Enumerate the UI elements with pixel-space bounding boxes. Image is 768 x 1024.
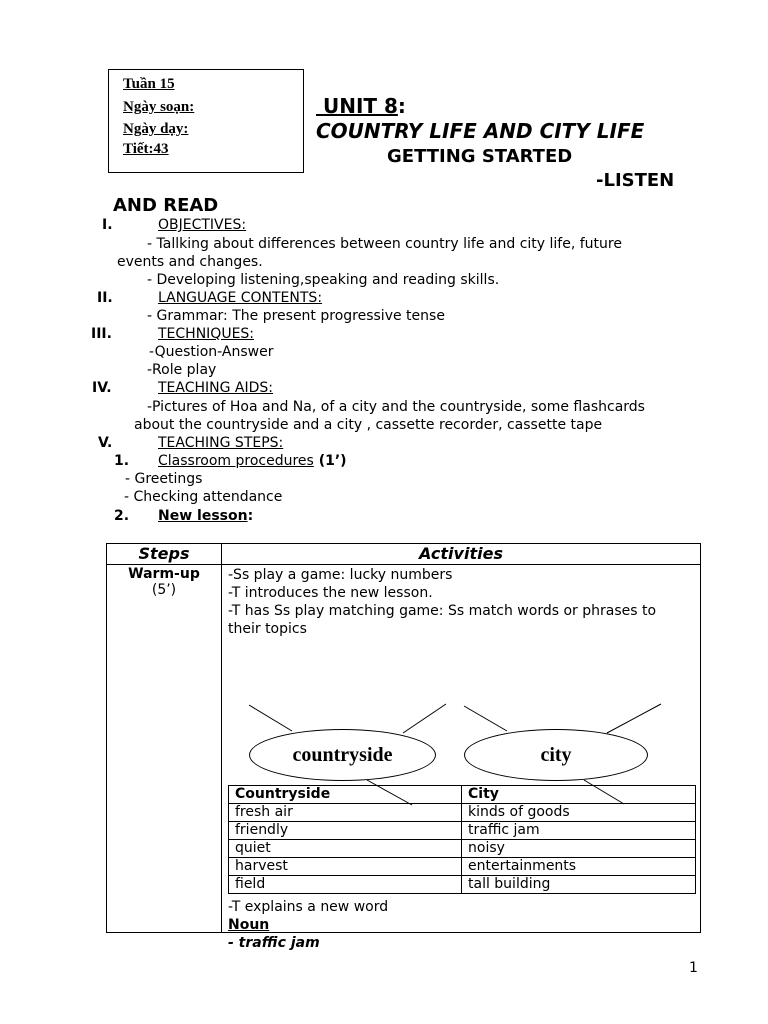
explain-line: -T explains a new word [228,899,389,915]
objective-line-3: - Developing listening,speaking and reading skills. [147,272,500,288]
step-1-number: 1. [114,453,130,469]
unit-subtitle: GETTING STARTED [387,146,573,167]
noun-word: - traffic jam [228,935,320,951]
table-row [229,858,696,876]
step-1-heading: Classroom procedures (1’) [158,453,347,469]
section-3-title: TECHNIQUES: [158,326,255,342]
countryside-word: fresh air [229,804,462,822]
aids-line-1: -Pictures of Hoa and Na, of a city and the countryside, some flashcards [147,399,645,415]
technique-line-1: -Question-Answer [149,344,274,360]
greetings-line: - Greetings [125,471,203,487]
teach-date-label: Ngày dạy: [123,121,189,137]
unit-heading: UNIT 8: [316,94,406,118]
table-row [229,876,696,894]
section-1-number: I. [102,217,113,233]
activity-line: their topics [228,621,307,637]
step-time: (5’) [151,582,177,598]
connector-line [464,706,507,731]
matching-words-table [228,785,696,894]
section-4-title: TEACHING AIDS: [158,380,274,396]
table-row [229,804,696,822]
section-5-title: TEACHING STEPS: [158,435,284,451]
city-word: noisy [462,840,696,858]
activity-line: -T has Ss play matching game: Ss match words or phrases to [228,603,657,619]
technique-line-2: -Role play [147,362,217,378]
connector-line [607,704,661,733]
activities-header: Activities [222,544,701,565]
and-read-heading: AND READ [113,195,219,216]
countryside-oval: countryside [249,729,436,781]
connector-line [403,704,446,733]
countryside-word: harvest [229,858,462,876]
countryside-word: quiet [229,840,462,858]
step-2-heading: New lesson: [158,508,254,524]
step-2-number: 2. [114,508,130,524]
words-header-countryside: Countryside [229,786,462,804]
section-2-title: LANGUAGE CONTENTS: [158,290,323,306]
section-3-number: III. [91,326,112,342]
step-name: Warm-up [128,566,200,582]
activity-line: -T introduces the new lesson. [228,585,433,601]
unit-title: COUNTRY LIFE AND CITY LIFE [316,119,645,143]
countryside-word: field [229,876,462,894]
section-5-number: V. [98,435,113,451]
activity-line: -Ss play a game: lucky numbers [228,567,453,583]
grammar-line: - Grammar: The present progressive tense [147,308,445,324]
noun-label: Noun [228,917,270,933]
prep-date-label: Ngày soạn: [123,99,195,115]
lesson-info-box [108,69,304,173]
words-header-city: City [462,786,696,804]
table-row [229,822,696,840]
section-1-title: OBJECTIVES: [158,217,247,233]
city-word: kinds of goods [462,804,696,822]
after-table-text [228,898,388,952]
week-label: Tuần 15 [123,76,175,92]
city-word: traffic jam [462,822,696,840]
section-4-number: IV. [92,380,112,396]
lesson-steps-table [106,543,701,951]
listen-heading: -LISTEN [596,170,675,191]
steps-header: Steps [107,544,222,565]
step-cell [107,565,222,933]
city-word: tall building [462,876,696,894]
city-oval: city [464,729,648,781]
attendance-line: - Checking attendance [124,489,283,505]
objective-line-2: events and changes. [117,254,263,270]
objective-line-1: - Tallking about differences between country life and city life, future [147,236,622,252]
connector-line [249,705,292,731]
aids-line-2: about the countryside and a city , cassette recorder, cassette tape [134,417,603,433]
activities-cell [222,565,701,951]
countryside-word: friendly [229,822,462,840]
city-word: entertainments [462,858,696,876]
section-2-number: II. [97,290,113,306]
page-number: 1 [689,960,698,976]
period-label: Tiết:43 [123,141,169,157]
table-row [229,840,696,858]
